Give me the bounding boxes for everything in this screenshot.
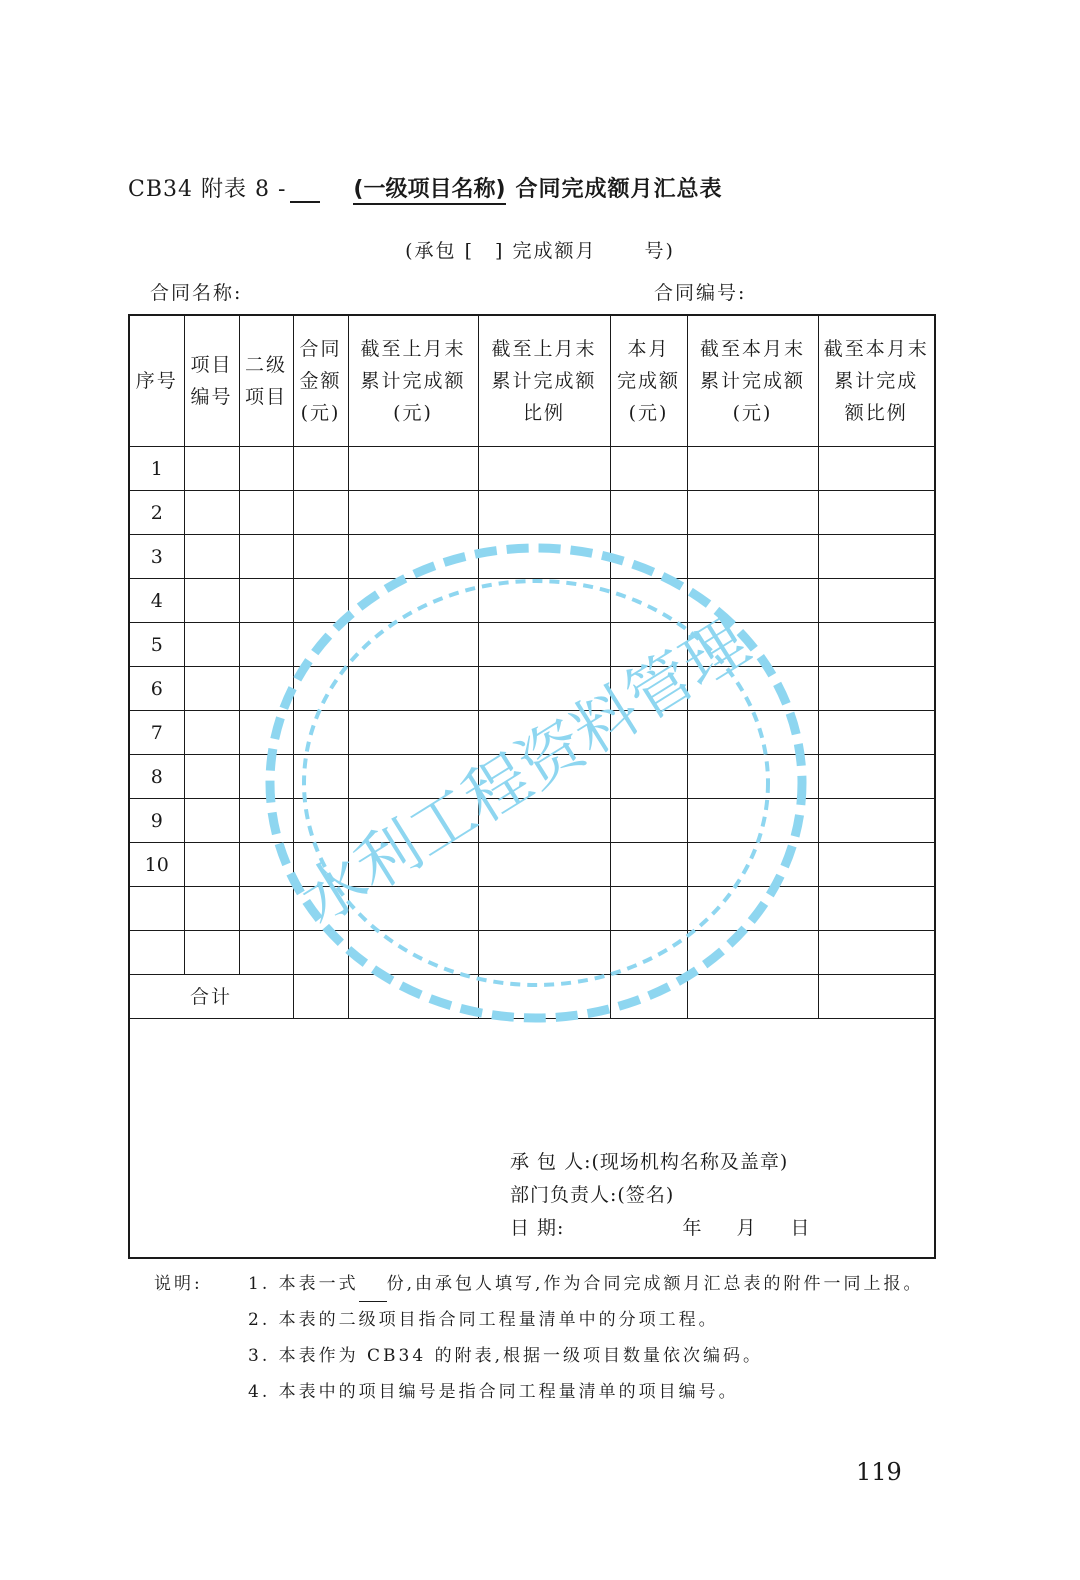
table-cell[interactable]: [239, 447, 293, 491]
total-label: 合计: [129, 975, 293, 1019]
subtitle: [0, 236, 1080, 263]
table-cell[interactable]: [687, 667, 818, 711]
table-cell[interactable]: [239, 711, 293, 755]
table-cell[interactable]: [184, 843, 239, 887]
table-cell[interactable]: [818, 755, 935, 799]
table-cell[interactable]: [184, 711, 239, 755]
table-cell[interactable]: [293, 799, 348, 843]
column-header-line: 比例: [522, 402, 565, 424]
row-number: [129, 887, 184, 931]
table-row: [129, 535, 935, 579]
table-cell[interactable]: [687, 931, 818, 975]
date-year: 年: [682, 1217, 703, 1239]
column-header-line: 合同: [299, 338, 342, 360]
table-cell[interactable]: [348, 491, 478, 535]
note-1-after: 份,由承包人填写,作为合同完成额月汇总表的附件一同上报。: [386, 1274, 924, 1294]
row-number: 7: [129, 711, 184, 755]
table-cell[interactable]: [687, 887, 818, 931]
column-header: [687, 315, 818, 447]
table-cell[interactable]: [818, 887, 935, 931]
table-cell[interactable]: [239, 755, 293, 799]
signature-row: [129, 1019, 935, 1259]
page-number: 119: [856, 1458, 902, 1486]
table-cell[interactable]: [687, 579, 818, 623]
column-header-line: 累计完成额: [491, 370, 597, 392]
table-cell[interactable]: [239, 535, 293, 579]
table-cell[interactable]: [348, 755, 478, 799]
table-cell[interactable]: [818, 447, 935, 491]
column-header: [184, 315, 239, 447]
note-item: [154, 1302, 930, 1338]
table-cell[interactable]: [184, 799, 239, 843]
table-cell[interactable]: [239, 579, 293, 623]
title-project-name: (一级项目名称): [353, 177, 505, 205]
table-cell[interactable]: [293, 491, 348, 535]
signature-block: [130, 1146, 934, 1257]
table-cell[interactable]: [478, 623, 610, 667]
contract-no-label: 合同编号:: [654, 282, 747, 304]
column-header-line: 本月: [627, 338, 670, 360]
date-month: 月: [736, 1217, 757, 1239]
table-cell[interactable]: [610, 447, 687, 491]
table-cell[interactable]: [687, 755, 818, 799]
table-row: [129, 711, 935, 755]
table-cell[interactable]: [293, 447, 348, 491]
table-cell[interactable]: [610, 799, 687, 843]
total-cell[interactable]: [293, 975, 348, 1019]
date-day: 日: [790, 1217, 811, 1239]
table-row: [129, 931, 935, 975]
table-cell[interactable]: [610, 887, 687, 931]
table-cell[interactable]: [239, 623, 293, 667]
table-cell[interactable]: [239, 843, 293, 887]
table-cell[interactable]: [239, 799, 293, 843]
row-number: 10: [129, 843, 184, 887]
total-cell[interactable]: [818, 975, 935, 1019]
total-cell[interactable]: [478, 975, 610, 1019]
column-header: [129, 315, 184, 447]
row-number: 5: [129, 623, 184, 667]
table-cell[interactable]: [818, 799, 935, 843]
note-2-text: 本表的二级项目指合同工程量清单中的分项工程。: [278, 1310, 719, 1330]
subtitle-part1: (承包 [ ] 完成额月: [405, 240, 597, 262]
note-4-num: 4.: [248, 1382, 271, 1402]
table-cell[interactable]: [610, 579, 687, 623]
table-cell[interactable]: [293, 535, 348, 579]
table-cell[interactable]: [478, 579, 610, 623]
note-3-text: 本表作为 CB34 的附表,根据一级项目数量依次编码。: [278, 1346, 763, 1366]
table-row: [129, 623, 935, 667]
table-row: [129, 799, 935, 843]
column-header-line: 累计完成额: [360, 370, 466, 392]
table-cell[interactable]: [818, 711, 935, 755]
table-cell[interactable]: [687, 491, 818, 535]
note-2-num: 2.: [248, 1310, 271, 1330]
table-cell[interactable]: [348, 447, 478, 491]
table-row: [129, 755, 935, 799]
table-cell[interactable]: [184, 623, 239, 667]
table-cell[interactable]: [610, 843, 687, 887]
notes-label: 说明:: [154, 1274, 203, 1294]
table-cell[interactable]: [687, 623, 818, 667]
table-cell[interactable]: [293, 623, 348, 667]
column-header-line: 项目: [244, 386, 287, 408]
row-number: 3: [129, 535, 184, 579]
table-cell[interactable]: [293, 711, 348, 755]
table-cell[interactable]: [293, 931, 348, 975]
note-1-before: 本表一式: [278, 1274, 359, 1294]
note-item: [154, 1374, 930, 1410]
table-cell[interactable]: [818, 491, 935, 535]
table-cell[interactable]: [687, 799, 818, 843]
table-cell[interactable]: [818, 843, 935, 887]
table-cell[interactable]: [184, 887, 239, 931]
contractor-label: 承 包 人:: [510, 1151, 592, 1173]
table-row: [129, 667, 935, 711]
column-header-line: 序号: [135, 370, 178, 392]
note-3-num: 3.: [248, 1346, 271, 1366]
table-cell[interactable]: [293, 579, 348, 623]
manager-hint: (签名): [617, 1184, 675, 1206]
table-cell[interactable]: [818, 623, 935, 667]
table-cell[interactable]: [478, 843, 610, 887]
table-cell[interactable]: [184, 535, 239, 579]
table-cell[interactable]: [610, 667, 687, 711]
row-number: 4: [129, 579, 184, 623]
row-number: 9: [129, 799, 184, 843]
column-header: [818, 315, 935, 447]
table-cell[interactable]: [478, 667, 610, 711]
column-header: [348, 315, 478, 447]
column-header: [239, 315, 293, 447]
table-cell[interactable]: [184, 579, 239, 623]
column-header-line: 截至上月末: [491, 338, 597, 360]
row-number: [129, 931, 184, 975]
table-header-row: [129, 315, 935, 447]
column-header-line: 累计完成: [834, 370, 919, 392]
title-text: 合同完成额月汇总表: [515, 177, 723, 202]
table-cell[interactable]: [184, 447, 239, 491]
row-number: 2: [129, 491, 184, 535]
table-cell[interactable]: [818, 579, 935, 623]
column-header-line: 金额: [299, 370, 342, 392]
note-1-num: 1.: [248, 1274, 271, 1294]
form-title: [128, 172, 723, 203]
table-cell[interactable]: [478, 535, 610, 579]
table-cell[interactable]: [687, 447, 818, 491]
date-label: 日 期:: [510, 1217, 565, 1239]
notes: [154, 1266, 930, 1410]
table-cell[interactable]: [610, 623, 687, 667]
table-cell[interactable]: [184, 667, 239, 711]
column-header-line: 额比例: [844, 402, 908, 424]
table-cell[interactable]: [610, 755, 687, 799]
table-row: [129, 491, 935, 535]
table-cell[interactable]: [293, 887, 348, 931]
table-cell[interactable]: [610, 931, 687, 975]
column-header-line: (元): [628, 402, 669, 424]
table-cell[interactable]: [478, 447, 610, 491]
table-cell[interactable]: [239, 887, 293, 931]
table-cell[interactable]: [293, 843, 348, 887]
table-row: [129, 843, 935, 887]
note-item: [154, 1266, 930, 1302]
signature-cell: [129, 1019, 935, 1259]
table-cell[interactable]: [184, 931, 239, 975]
contract-name-label: 合同名称:: [150, 282, 243, 304]
contractor-hint: (现场机构名称及盖章): [591, 1151, 789, 1173]
table-cell[interactable]: [610, 711, 687, 755]
table-cell[interactable]: [478, 887, 610, 931]
table-row: [129, 579, 935, 623]
table-cell[interactable]: [818, 667, 935, 711]
table-cell[interactable]: [478, 931, 610, 975]
column-header-line: 截至本月末: [823, 338, 929, 360]
table-cell[interactable]: [348, 535, 478, 579]
table-cell[interactable]: [239, 491, 293, 535]
table-cell[interactable]: [478, 491, 610, 535]
table-cell[interactable]: [293, 667, 348, 711]
table-cell[interactable]: [687, 535, 818, 579]
watermark-text: 水利工程资料管理: [288, 605, 762, 940]
table-cell[interactable]: [610, 491, 687, 535]
note-item: [154, 1338, 930, 1374]
column-header-line: 截至上月末: [360, 338, 466, 360]
column-header-line: 累计完成额: [699, 370, 805, 392]
form-code-blank: [290, 181, 320, 203]
table-cell[interactable]: [348, 887, 478, 931]
note-4-text: 本表中的项目编号是指合同工程量清单的项目编号。: [278, 1382, 739, 1402]
table-cell[interactable]: [610, 535, 687, 579]
subtitle-part2: 号): [644, 240, 675, 262]
column-header-line: (元): [393, 402, 433, 424]
column-header-line: (元): [732, 402, 773, 424]
table-cell[interactable]: [184, 491, 239, 535]
table-cell[interactable]: [348, 623, 478, 667]
table-cell[interactable]: [478, 711, 610, 755]
row-number: 6: [129, 667, 184, 711]
table-cell[interactable]: [239, 667, 293, 711]
column-header-line: 截至本月末: [699, 338, 805, 360]
table-cell[interactable]: [687, 711, 818, 755]
copies-blank: [359, 1285, 387, 1302]
table-cell[interactable]: [348, 843, 478, 887]
form-code: CB34 附表 8 -: [128, 177, 287, 202]
table-cell[interactable]: [293, 755, 348, 799]
total-cell[interactable]: [687, 975, 818, 1019]
table-cell[interactable]: [818, 535, 935, 579]
table-cell[interactable]: [348, 579, 478, 623]
column-header-line: 编号: [190, 386, 233, 408]
total-cell[interactable]: [348, 975, 478, 1019]
row-number: 1: [129, 447, 184, 491]
manager-label: 部门负责人:: [510, 1184, 618, 1206]
total-row: [129, 975, 935, 1019]
table-cell[interactable]: [348, 931, 478, 975]
total-cell[interactable]: [610, 975, 687, 1019]
row-number: 8: [129, 755, 184, 799]
table-cell[interactable]: [687, 843, 818, 887]
column-header-line: 完成额: [616, 370, 680, 392]
table-cell[interactable]: [478, 755, 610, 799]
table-cell[interactable]: [239, 931, 293, 975]
table-cell[interactable]: [348, 799, 478, 843]
table-cell[interactable]: [478, 799, 610, 843]
table-cell[interactable]: [184, 755, 239, 799]
column-header: [293, 315, 348, 447]
column-header: [610, 315, 687, 447]
column-header-line: 项目: [190, 354, 233, 376]
table-cell[interactable]: [348, 667, 478, 711]
table-row: [129, 887, 935, 931]
column-header-line: 二级: [244, 354, 287, 376]
column-header: [478, 315, 610, 447]
summary-table: [128, 314, 936, 1259]
table-cell[interactable]: [348, 711, 478, 755]
table-row: [129, 447, 935, 491]
table-cell[interactable]: [818, 931, 935, 975]
column-header-line: (元): [300, 402, 341, 424]
